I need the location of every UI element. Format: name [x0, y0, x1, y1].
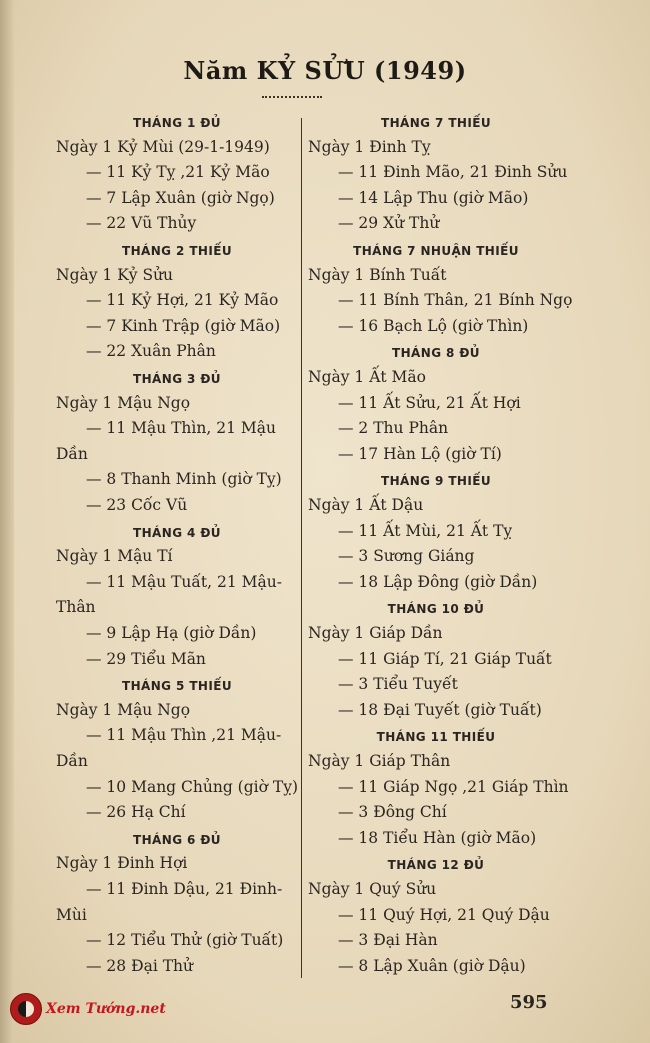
almanac-item-line: — 18 Đại Tuyết (giờ Tuất) [338, 700, 542, 719]
almanac-day-line: Ngày 1 Đinh Hợi [56, 854, 188, 873]
almanac-month-line: THÁNG 5 THIẾU [122, 679, 232, 694]
almanac-item-line: — 29 Xử Thử [338, 214, 440, 233]
page-binding-edge [0, 0, 14, 1043]
almanac-day-line: Ngày 1 Kỷ Sửu [56, 265, 174, 284]
almanac-month-line: THÁNG 1 ĐỦ [133, 116, 221, 130]
almanac-day-line: Ngày 1 Giáp Dần [308, 624, 443, 642]
almanac-item-line: — 11 Mậu Thìn ,21 Mậu- [86, 726, 282, 745]
almanac-month-line: THÁNG 3 ĐỦ [133, 372, 221, 386]
almanac-item-line: — 8 Thanh Minh (giờ Tỵ) [86, 470, 282, 489]
almanac-day-line: Ngày 1 Bính Tuất [308, 265, 447, 284]
almanac-item-line: — 17 Hàn Lộ (giờ Tí) [338, 444, 502, 463]
almanac-month-line: THÁNG 11 THIẾU [376, 730, 496, 745]
almanac-item-line: — 22 Xuân Phân [86, 342, 216, 361]
almanac-item-line: — 11 Đinh Dậu, 21 Đinh- [86, 880, 283, 898]
almanac-day-line: Ngày 1 Mậu Tí [56, 547, 173, 566]
almanac-cont-line: Mùi [56, 905, 87, 924]
almanac-item-line: — 29 Tiểu Mãn [86, 649, 206, 668]
almanac-item-line: — 7 Lập Xuân (giờ Ngọ) [86, 188, 275, 207]
almanac-month-line: THÁNG 7 THIẾU [381, 116, 491, 130]
almanac-day-line: Ngày 1 Mậu Ngọ [56, 393, 191, 412]
almanac-item-line: — 11 Giáp Tí, 21 Giáp Tuất [338, 649, 552, 668]
almanac-day-line: Ngày 1 Giáp Thân [308, 752, 451, 770]
almanac-month-line: THÁNG 10 ĐỦ [387, 602, 485, 617]
almanac-item-line: — 26 Hạ Chí [86, 803, 186, 822]
almanac-month-line: THÁNG 7 NHUẬN THIẾU [353, 244, 519, 258]
almanac-item-line: — 22 Vũ Thủy [86, 214, 197, 233]
almanac-item-line: — 11 Mậu Tuất, 21 Mậu- [86, 572, 282, 591]
almanac-month-line: THÁNG 4 ĐỦ [133, 525, 221, 540]
almanac-item-line: — 11 Đinh Mão, 21 Đinh Sửu [338, 163, 568, 182]
almanac-item-line: — 14 Lập Thu (giờ Mão) [338, 188, 529, 207]
almanac-item-line: — 11 Kỷ Hợi, 21 Kỷ Mão [86, 291, 279, 310]
almanac-item-line: — 11 Bính Thân, 21 Bính Ngọ [338, 291, 573, 310]
almanac-cont-line: Dần [56, 752, 88, 770]
watermark [10, 993, 166, 1025]
almanac-item-line: — 23 Cốc Vũ [86, 496, 188, 514]
column-divider [301, 118, 302, 978]
almanac-item-line: — 12 Tiểu Thử (giờ Tuất) [86, 931, 284, 950]
almanac-item-line: — 10 Mang Chủng (giờ Tỵ) [86, 777, 299, 796]
almanac-item-line: — 18 Lập Đông (giờ Dần) [338, 572, 538, 591]
almanac-day-line: Ngày 1 Kỷ Mùi (29-1-1949) [56, 137, 270, 156]
almanac-item-line: — 11 Mậu Thìn, 21 Mậu [86, 419, 276, 438]
almanac-month-line: THÁNG 9 THIẾU [381, 474, 491, 489]
yin-yang-icon [10, 993, 42, 1025]
almanac-item-line: — 9 Lập Hạ (giờ Dần) [86, 624, 257, 642]
almanac-day-line: Ngày 1 Đinh Tỵ [308, 137, 431, 156]
almanac-item-line: — 3 Đông Chí [338, 803, 447, 822]
almanac-day-line: Ngày 1 Ất Dậu [308, 496, 424, 514]
almanac-item-line: — 3 Đại Hàn [338, 931, 438, 950]
almanac-item-line: — 11 Kỷ Tỵ ,21 Kỷ Mão [86, 163, 270, 182]
almanac-month-line: THÁNG 2 THIẾU [122, 244, 232, 258]
almanac-cont-line: Dần [56, 444, 88, 463]
almanac-month-line: THÁNG 6 ĐỦ [133, 832, 221, 847]
almanac-day-line: Ngày 1 Ất Mão [308, 368, 426, 386]
almanac-item-line: — 11 Ất Sửu, 21 Ất Hợi [338, 393, 521, 412]
almanac-item-line: — 3 Tiểu Tuyết [338, 675, 458, 694]
almanac-day-line: Ngày 1 Mậu Ngọ [56, 700, 191, 719]
watermark-text: Xem Tướng.net [46, 1001, 166, 1017]
almanac-item-line: — 28 Đại Thử [86, 956, 194, 975]
almanac-item-line: — 18 Tiểu Hàn (giờ Mão) [338, 828, 537, 847]
title-ornament-rule [262, 96, 322, 98]
almanac-day-line: Ngày 1 Quý Sửu [308, 880, 437, 898]
almanac-month-line: THÁNG 12 ĐỦ [387, 858, 485, 873]
almanac-item-line: — 11 Quý Hợi, 21 Quý Dậu [338, 905, 550, 924]
almanac-month-line: THÁNG 8 ĐỦ [392, 346, 480, 361]
almanac-item-line: — 11 Ất Mùi, 21 Ất Tỵ [338, 521, 513, 540]
almanac-item-line: — 11 Giáp Ngọ ,21 Giáp Thìn [338, 777, 569, 796]
almanac-cont-line: Thân [56, 598, 96, 617]
almanac-item-line: — 3 Sương Giáng [338, 547, 475, 566]
almanac-item-line: — 8 Lập Xuân (giờ Dậu) [338, 956, 526, 975]
almanac-item-line: — 2 Thu Phân [338, 419, 449, 438]
page-number: 595 [510, 992, 548, 1013]
almanac-item-line: — 16 Bạch Lộ (giờ Thìn) [338, 316, 529, 335]
page-title: Năm KỶ SỬU (1949) [183, 56, 467, 85]
almanac-item-line: — 7 Kinh Trập (giờ Mão) [86, 316, 281, 335]
